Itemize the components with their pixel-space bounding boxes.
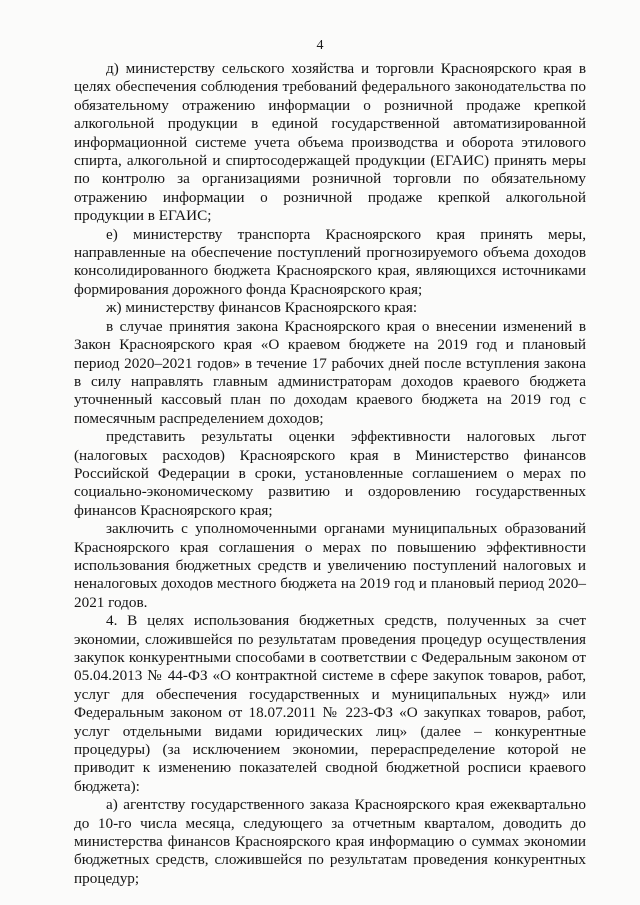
paragraph-d-agriculture-ministry: д) министерству сельского хозяйства и торговли Красноярского края в целях обеспечения соблюдения требований федерального законодательства по обязательному отражению информации о розничной продаже крепкой алкогольной продукции в единой государственной автоматизированной информационной системе учета объема производства и оборота этилового спирта, алкогольной и спиртосодержащей продукции (ЕГАИС) принять меры по контролю за организациями розничной торговли по обязательному отражению информации о розничной продаже крепкой алкогольной продукции в ЕГАИС; <box>74 60 586 225</box>
paragraph-a-state-order-agency: а) агентству государственного заказа Красноярского края ежеквартально до 10-го числа месяца, следующего за отчетным кварталом, доводить до министерства финансов Красноярского края информацию о суммах экономии бюджетных средств, сложившейся по результатам проведения конкурентных процедур; <box>74 796 586 887</box>
paragraph-e-transport-ministry: е) министерству транспорта Красноярского края принять меры, направленные на обеспечение поступлений прогнозируемого объема доходов консолидированного бюджета Красноярского края, являющихся источниками формирования дорожного фонда Красноярского края; <box>74 225 586 298</box>
paragraph-municipal-agreements: заключить с уполномоченными органами муниципальных образований Красноярского края соглашения о мерах по повышению эффективности использования бюджетных средств и увеличению поступлений налоговых и неналоговых доходов местного бюджета на 2019 год и плановый период 2020–2021 годов. <box>74 520 586 611</box>
paragraph-tax-benefits-evaluation: представить результаты оценки эффективности налоговых льгот (налоговых расходов) Красноярского края в Министерство финансов Российской Федерации в сроки, установленные соглашением о мерах по социально-экономическому развитию и оздоровлению государственных финансов Красноярского края; <box>74 428 586 519</box>
paragraph-zh-finance-ministry: ж) министерству финансов Красноярского края: <box>106 299 418 317</box>
page-number: 4 <box>316 38 324 53</box>
document-body <box>74 60 586 888</box>
paragraph-4-procurement-savings: 4. В целях использования бюджетных средств, полученных за счет экономии, сложившейся по результатам проведения процедур осуществления закупок конкурентными способами в соответствии с Федеральным законом от 05.04.2013 № 44-ФЗ «О контрактной системе в сфере закупок товаров, работ, услуг для обеспечения государственных и муниципальных нужд» или Федеральным законом от 18.07.2011 № 223-ФЗ «О закупках товаров, работ, услуг отдельными видами юридических лиц» (далее – конкурентные процедуры) (за исключением экономии, перераспределение которой не приводит к изменению показателей сводной бюджетной росписи краевого бюджета): <box>74 612 586 795</box>
paragraph-budget-law-amendment: в случае принятия закона Красноярского края о внесении изменений в Закон Красноярского края «О краевом бюджете на 2019 год и плановый период 2020–2021 годов» в течение 17 рабочих дней после вступления закона в силу направлять главным администраторам доходов краевого бюджета уточненный кассовый план по доходам краевого бюджета на 2019 год с помесячным распределением доходов; <box>74 317 586 427</box>
